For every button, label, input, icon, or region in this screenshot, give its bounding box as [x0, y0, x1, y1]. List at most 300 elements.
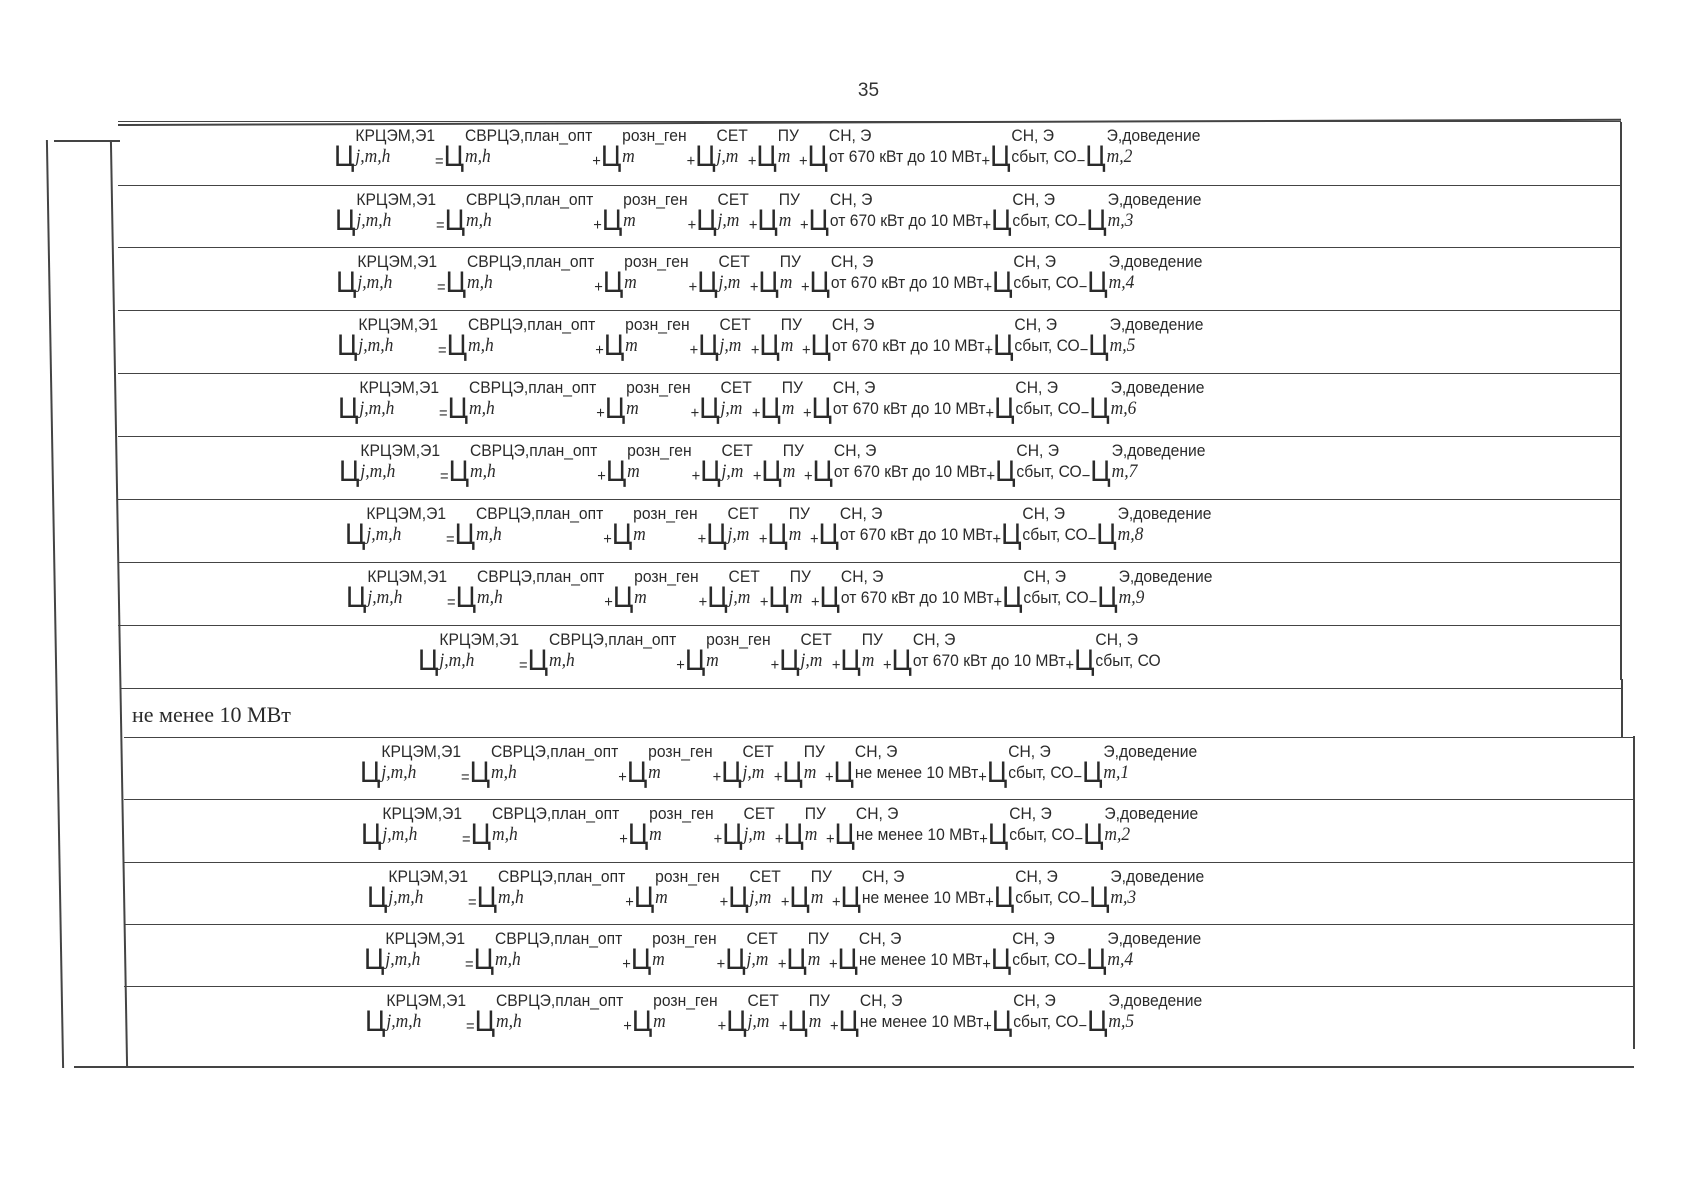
- dov-term-superscript: Э,доведение: [1117, 504, 1212, 523]
- price-symbol: Ц: [761, 455, 782, 488]
- sbyt-term-superscript: СН, Э: [1015, 378, 1058, 397]
- rozn-term-superscript: розн_ген: [626, 378, 691, 397]
- svr-term: [455, 504, 604, 554]
- plus-sign: +: [604, 594, 613, 611]
- pu-term: [759, 315, 802, 365]
- price-symbol: Ц: [601, 204, 623, 237]
- dov-term-subscript-text: m,3: [1110, 887, 1137, 908]
- lhs-term-subscript-text: j,m,h: [355, 146, 391, 167]
- sbyt-term-subscript: сбыт, СО: [1009, 825, 1075, 844]
- price-symbol: Ц: [812, 455, 833, 488]
- plus-sign: +: [758, 531, 768, 548]
- sbyt-term-superscript: СН, Э: [1023, 567, 1066, 586]
- dov-term-subscript-text: m,3: [1107, 210, 1134, 231]
- pu-term-subscript-text: m: [808, 1011, 822, 1032]
- price-symbol: Ц: [443, 140, 465, 173]
- svr-term-superscript: СВРЦЭ,план_опт: [491, 804, 620, 823]
- set-term-subscript-text: j,m: [728, 587, 751, 608]
- set-term: [695, 126, 748, 176]
- pu-term: [760, 378, 803, 428]
- pu-term: [789, 867, 832, 917]
- price-symbol: Ц: [698, 329, 719, 362]
- pu-term-subscript-text: m: [777, 146, 791, 167]
- pu-term-subscript: [781, 337, 802, 355]
- rozn-term-superscript: розн_ген: [648, 742, 713, 761]
- dov-term-subscript-text: m,4: [1107, 949, 1134, 970]
- price-symbol: Ц: [339, 455, 360, 488]
- sn-term-superscript: СН, Э: [831, 315, 875, 334]
- plus-sign: +: [983, 279, 993, 296]
- pu-term-subscript: [779, 212, 800, 230]
- sbyt-term-subscript: сбыт, СО: [1008, 763, 1074, 782]
- sn-term: [834, 742, 979, 792]
- equals-sign: =: [461, 769, 470, 786]
- lhs-term: [334, 126, 435, 176]
- formula: [338, 378, 1204, 428]
- svr-term: [477, 867, 626, 917]
- dov-term-superscript: Э,доведение: [1103, 742, 1198, 761]
- dov-term: [1097, 567, 1212, 617]
- rozn-term-subscript: [649, 826, 713, 844]
- price-symbol: Ц: [837, 943, 858, 976]
- formula-row: [118, 121, 1621, 183]
- plus-sign: +: [986, 468, 996, 485]
- sbyt-term-subscript: сбыт, СО: [1022, 525, 1088, 544]
- price-symbol: Ц: [611, 518, 633, 551]
- rozn-term-subscript: [624, 274, 688, 292]
- rozn-term-subscript-text: m: [653, 1011, 666, 1032]
- set-term: [699, 378, 752, 428]
- plus-sign: +: [778, 1018, 788, 1035]
- sbyt-term-superscript: СН, Э: [1013, 252, 1056, 271]
- rozn-term-superscript: розн_ген: [634, 567, 699, 586]
- formula-row: [118, 625, 1621, 677]
- lhs-term-subscript: [359, 400, 439, 418]
- pu-term: [757, 190, 800, 240]
- sbyt-term-subscript: сбыт, СО: [1015, 399, 1081, 418]
- sn-term: [835, 804, 980, 854]
- lhs-term: [418, 630, 519, 680]
- pu-term-subscript-text: m: [861, 650, 875, 671]
- plus-sign: +: [824, 769, 834, 786]
- sbyt-term-superscript: СН, Э: [1013, 991, 1056, 1010]
- rozn-term-superscript: розн_ген: [627, 441, 692, 460]
- sn-term-superscript: СН, Э: [859, 991, 903, 1010]
- dov-term: [1083, 804, 1198, 854]
- pu-term-subscript-text: m: [781, 398, 795, 419]
- formula: [334, 126, 1200, 176]
- price-symbol: Ц: [418, 644, 439, 677]
- sbyt-term-subscript: сбыт, СО: [1012, 950, 1078, 969]
- sn-term-superscript: СН, Э: [854, 742, 898, 761]
- svr-term-subscript: [496, 1013, 623, 1031]
- price-symbol: Ц: [1086, 943, 1107, 976]
- svr-term: [444, 126, 593, 176]
- sn-term-superscript: СН, Э: [855, 804, 899, 823]
- lhs-term-superscript: КРЦЭМ,Э1: [356, 190, 437, 209]
- price-symbol: Ц: [447, 392, 469, 425]
- pu-term: [756, 126, 799, 176]
- rozn-term-superscript: розн_ген: [655, 867, 720, 886]
- plus-sign: +: [978, 769, 987, 786]
- pu-term-subscript: [811, 889, 832, 907]
- pu-term-subscript-text: m: [810, 887, 824, 908]
- rozn-term: [613, 567, 699, 617]
- sbyt-term-superscript: СН, Э: [1022, 504, 1065, 523]
- sbyt-term-subscript: сбыт, СО: [1014, 336, 1080, 355]
- plus-sign: +: [752, 468, 762, 485]
- pu-term-subscript-text: m: [778, 210, 792, 231]
- sn-term-superscript: СН, Э: [828, 126, 872, 145]
- rozn-term-subscript-text: m: [634, 587, 647, 608]
- price-symbol: Ц: [810, 329, 831, 362]
- rozn-term: [603, 252, 689, 302]
- pu-term-superscript: ПУ: [777, 126, 799, 145]
- pu-term-superscript: ПУ: [788, 504, 810, 523]
- svr-term: [449, 441, 598, 491]
- plus-sign: +: [717, 1018, 727, 1035]
- pu-term-subscript-text: m: [788, 524, 802, 545]
- set-term: [707, 567, 760, 617]
- pu-term-superscript: ПУ: [807, 929, 829, 948]
- set-term-superscript: СЕТ: [721, 441, 753, 460]
- lhs-term-superscript: КРЦЭМ,Э1: [382, 804, 463, 823]
- dov-term-subscript: [1119, 589, 1213, 607]
- lhs-term: [360, 742, 461, 792]
- rozn-term-subscript: [627, 463, 691, 481]
- rozn-term-superscript: розн_ген: [633, 504, 698, 523]
- price-symbol: Ц: [759, 329, 780, 362]
- svr-term-superscript: СВРЦЭ,план_опт: [475, 504, 604, 523]
- plus-sign: +: [751, 405, 761, 422]
- sn-term: [810, 252, 984, 302]
- lhs-term-subscript: [367, 589, 447, 607]
- plus-sign: +: [748, 217, 758, 234]
- pu-term: [782, 742, 825, 792]
- lhs-term-subscript-text: j,m,h: [358, 335, 394, 356]
- set-term-superscript: СЕТ: [743, 804, 775, 823]
- dov-term-superscript: Э,доведение: [1108, 991, 1203, 1010]
- price-symbol: Ц: [684, 644, 706, 677]
- price-symbol: Ц: [993, 881, 1015, 914]
- price-symbol: Ц: [338, 392, 359, 425]
- dov-term-subscript-text: m,6: [1110, 398, 1137, 419]
- price-symbol: Ц: [1096, 518, 1117, 551]
- price-symbol: Ц: [840, 881, 861, 914]
- rozn-term-subscript-text: m: [623, 210, 636, 231]
- lhs-term-subscript-text: j,m,h: [367, 587, 403, 608]
- set-term-subscript-text: j,m: [717, 210, 740, 231]
- pu-term-subscript: [783, 463, 804, 481]
- price-symbol: Ц: [833, 756, 854, 789]
- dov-term-subscript: [1109, 274, 1203, 292]
- rozn-term: [685, 630, 771, 680]
- rozn-term-subscript: [653, 1013, 717, 1031]
- price-symbol: Ц: [726, 1005, 747, 1038]
- dov-term-superscript: Э,доведение: [1110, 867, 1205, 886]
- plus-sign: +: [676, 657, 685, 674]
- set-term-subscript: [728, 526, 759, 544]
- price-symbol: Ц: [367, 881, 388, 914]
- price-symbol: Ц: [700, 455, 721, 488]
- lhs-term-superscript: КРЦЭМ,Э1: [439, 630, 520, 649]
- dov-term-subscript-text: m,2: [1104, 824, 1131, 845]
- sn-term-superscript: СН, Э: [833, 441, 877, 460]
- price-symbol: Ц: [819, 581, 840, 614]
- set-term-subscript-text: j,m: [800, 650, 823, 671]
- set-term: [722, 804, 775, 854]
- dov-term: [1087, 252, 1202, 302]
- dov-term-subscript: [1110, 889, 1204, 907]
- sn-term-subscript: не менее 10 МВт: [859, 1012, 984, 1031]
- set-term: [697, 252, 750, 302]
- price-symbol: Ц: [334, 140, 355, 173]
- sbyt-term-subscript: сбыт, СО: [1095, 651, 1161, 670]
- price-symbol: Ц: [1085, 140, 1106, 173]
- svr-term-superscript: СВРЦЭ,план_опт: [490, 742, 619, 761]
- plus-sign: +: [688, 279, 698, 296]
- sn-term-subscript: не менее 10 МВт: [861, 888, 986, 907]
- price-symbol: Ц: [345, 518, 366, 551]
- equals-sign: =: [438, 342, 447, 359]
- price-symbol: Ц: [602, 266, 624, 299]
- set-term-subscript-text: j,m: [721, 461, 744, 482]
- lhs-term-subscript: [358, 337, 438, 355]
- formula: [339, 441, 1205, 491]
- minus-sign: −: [1078, 1018, 1088, 1035]
- price-symbol: Ц: [365, 1005, 386, 1038]
- sn-term-subscript: от 670 кВт до 10 МВт: [829, 211, 983, 230]
- pu-term-subscript-text: m: [779, 272, 793, 293]
- lhs-term: [339, 441, 440, 491]
- formula: [365, 991, 1202, 1041]
- dov-term: [1086, 929, 1201, 979]
- equals-sign: =: [435, 153, 444, 170]
- pu-term-subscript-text: m: [804, 824, 818, 845]
- sbyt-term-superscript: СН, Э: [1009, 804, 1052, 823]
- equals-sign: =: [447, 594, 456, 611]
- rozn-term-superscript: розн_ген: [653, 991, 718, 1010]
- plus-sign: +: [716, 956, 726, 973]
- price-symbol: Ц: [337, 329, 358, 362]
- rozn-term-subscript-text: m: [622, 146, 635, 167]
- price-symbol: Ц: [697, 266, 718, 299]
- dov-term-superscript: Э,доведение: [1108, 252, 1203, 271]
- price-symbol: Ц: [1089, 392, 1110, 425]
- sbyt-term: [1002, 567, 1089, 617]
- plus-sign: +: [1065, 657, 1075, 674]
- svr-term: [447, 315, 596, 365]
- sbyt-term: [987, 742, 1074, 792]
- lhs-term-subscript-text: j,m,h: [366, 524, 402, 545]
- price-symbol: Ц: [779, 644, 800, 677]
- sn-term: [819, 504, 993, 554]
- price-symbol: Ц: [470, 818, 492, 851]
- dov-term: [1087, 991, 1202, 1041]
- sbyt-term-superscript: СН, Э: [1011, 126, 1054, 145]
- lhs-term-superscript: КРЦЭМ,Э1: [388, 867, 469, 886]
- plus-sign: +: [687, 217, 697, 234]
- rozn-term-subscript-text: m: [625, 335, 638, 356]
- svr-term-subscript: [466, 212, 593, 230]
- sn-term-superscript: СН, Э: [912, 630, 956, 649]
- formula: [345, 504, 1211, 554]
- rozn-term: [632, 991, 718, 1041]
- set-term-subscript: [718, 212, 749, 230]
- svr-term: [475, 991, 624, 1041]
- sn-term-subscript: не менее 10 МВт: [855, 825, 980, 844]
- rozn-term-subscript: [633, 526, 697, 544]
- price-symbol: Ц: [993, 329, 1014, 362]
- set-term-superscript: СЕТ: [718, 252, 750, 271]
- equals-sign: =: [519, 657, 528, 674]
- sbyt-term-superscript: СН, Э: [1012, 929, 1055, 948]
- set-term-subscript: [801, 652, 832, 670]
- set-term-superscript: СЕТ: [800, 630, 832, 649]
- plus-sign: +: [985, 405, 995, 422]
- pu-term-subscript: [862, 652, 883, 670]
- price-symbol: Ц: [725, 943, 746, 976]
- plus-sign: +: [597, 468, 606, 485]
- lhs-term: [338, 378, 439, 428]
- pu-term: [768, 567, 811, 617]
- formula-row: [124, 737, 1634, 799]
- svr-term-subscript-text: m,h: [497, 887, 524, 908]
- plus-sign: +: [593, 217, 602, 234]
- price-symbol: Ц: [454, 518, 476, 551]
- pu-term-superscript: ПУ: [803, 742, 825, 761]
- sbyt-term-superscript: СН, Э: [1015, 867, 1058, 886]
- sn-term-superscript: СН, Э: [832, 378, 876, 397]
- sbyt-term-subscript: сбыт, СО: [1013, 1012, 1079, 1031]
- minus-sign: −: [1088, 594, 1098, 611]
- price-symbol: Ц: [991, 1005, 1013, 1038]
- pu-term-subscript: [805, 826, 826, 844]
- plus-sign: +: [799, 217, 809, 234]
- svr-term: [528, 630, 677, 680]
- plus-sign: +: [780, 894, 790, 911]
- formula-row: [124, 862, 1634, 924]
- price-symbol: Ц: [335, 204, 356, 237]
- dov-term: [1086, 190, 1201, 240]
- sbyt-term: [993, 315, 1080, 365]
- svr-term: [470, 742, 619, 792]
- svr-term: [474, 929, 623, 979]
- minus-sign: −: [1077, 956, 1087, 973]
- dov-term-superscript: Э,доведение: [1110, 378, 1205, 397]
- plus-sign: +: [770, 657, 780, 674]
- rozn-term-subscript: [622, 148, 686, 166]
- plus-sign: +: [750, 342, 760, 359]
- plus-sign: +: [691, 468, 701, 485]
- dov-term-subscript: [1103, 764, 1197, 782]
- sbyt-term: [992, 252, 1079, 302]
- sn-term: [809, 190, 983, 240]
- dov-term-superscript: Э,доведение: [1107, 190, 1202, 209]
- pu-term-subscript: [809, 1013, 830, 1031]
- formula: [418, 630, 1161, 680]
- price-symbol: Ц: [364, 943, 385, 976]
- svr-term-superscript: СВРЦЭ,план_опт: [497, 867, 626, 886]
- sn-term: [813, 441, 987, 491]
- set-term-superscript: СЕТ: [742, 742, 774, 761]
- lhs-term-superscript: КРЦЭМ,Э1: [357, 252, 438, 271]
- set-term-superscript: СЕТ: [717, 190, 749, 209]
- set-term-subscript: [748, 1013, 779, 1031]
- set-term-superscript: СЕТ: [716, 126, 748, 145]
- svr-term: [448, 378, 597, 428]
- set-term-superscript: СЕТ: [720, 378, 752, 397]
- lhs-term-subscript: [439, 652, 519, 670]
- plus-sign: +: [829, 1018, 839, 1035]
- rozn-term-subscript: [623, 212, 687, 230]
- rozn-term-subscript: [652, 951, 716, 969]
- sn-term-subscript: от 670 кВт до 10 МВт: [832, 399, 986, 418]
- formula: [335, 190, 1201, 240]
- plus-sign: +: [985, 894, 994, 911]
- minus-sign: −: [1080, 894, 1090, 911]
- svr-term-subscript: [477, 589, 604, 607]
- price-symbol: Ц: [994, 392, 1015, 425]
- pu-term: [840, 630, 883, 680]
- sn-term: [839, 991, 984, 1041]
- set-term-superscript: СЕТ: [727, 504, 759, 523]
- price-symbol: Ц: [600, 140, 622, 173]
- formula-row: [118, 185, 1621, 247]
- sbyt-term-subscript: сбыт, СО: [1011, 147, 1077, 166]
- rozn-term-subscript-text: m: [655, 887, 668, 908]
- rozn-term-superscript: розн_ген: [623, 190, 688, 209]
- set-term-subscript: [729, 589, 760, 607]
- sbyt-term: [1001, 504, 1088, 554]
- price-symbol: Ц: [336, 266, 357, 299]
- set-term-subscript-text: j,m: [747, 1011, 770, 1032]
- price-symbol: Ц: [1097, 581, 1118, 614]
- set-term-subscript: [717, 148, 748, 166]
- set-term-subscript-text: j,m: [746, 949, 769, 970]
- sbyt-term-superscript: СН, Э: [1008, 742, 1051, 761]
- svr-term-subscript: [470, 463, 597, 481]
- plus-sign: +: [618, 769, 627, 786]
- plus-sign: +: [777, 956, 787, 973]
- rozn-term-subscript-text: m: [627, 461, 640, 482]
- set-term: [726, 991, 779, 1041]
- pu-term-subscript: [790, 589, 811, 607]
- price-symbol: Ц: [448, 455, 470, 488]
- svr-term-subscript-text: m,h: [548, 650, 575, 671]
- formula-row: [118, 373, 1621, 435]
- lhs-term-subscript: [360, 463, 440, 481]
- pu-term-superscript: ПУ: [780, 315, 802, 334]
- price-symbol: Ц: [1082, 756, 1103, 789]
- equals-sign: =: [468, 894, 477, 911]
- rozn-term-subscript: [625, 337, 689, 355]
- price-symbol: Ц: [990, 140, 1011, 173]
- plus-sign: +: [774, 831, 784, 848]
- set-term-subscript-text: j,m: [743, 824, 766, 845]
- svr-term: [456, 567, 605, 617]
- formula: [337, 315, 1203, 365]
- plus-sign: +: [798, 153, 808, 170]
- svr-term-subscript: [469, 400, 596, 418]
- dov-term-superscript: Э,доведение: [1109, 315, 1204, 334]
- plus-sign: +: [713, 831, 723, 848]
- svr-term: [446, 252, 595, 302]
- sbyt-term: [991, 190, 1078, 240]
- lhs-term-subscript-text: j,m,h: [439, 650, 475, 671]
- price-symbol: Ц: [707, 581, 728, 614]
- sn-term-subscript: от 670 кВт до 10 МВт: [833, 462, 987, 481]
